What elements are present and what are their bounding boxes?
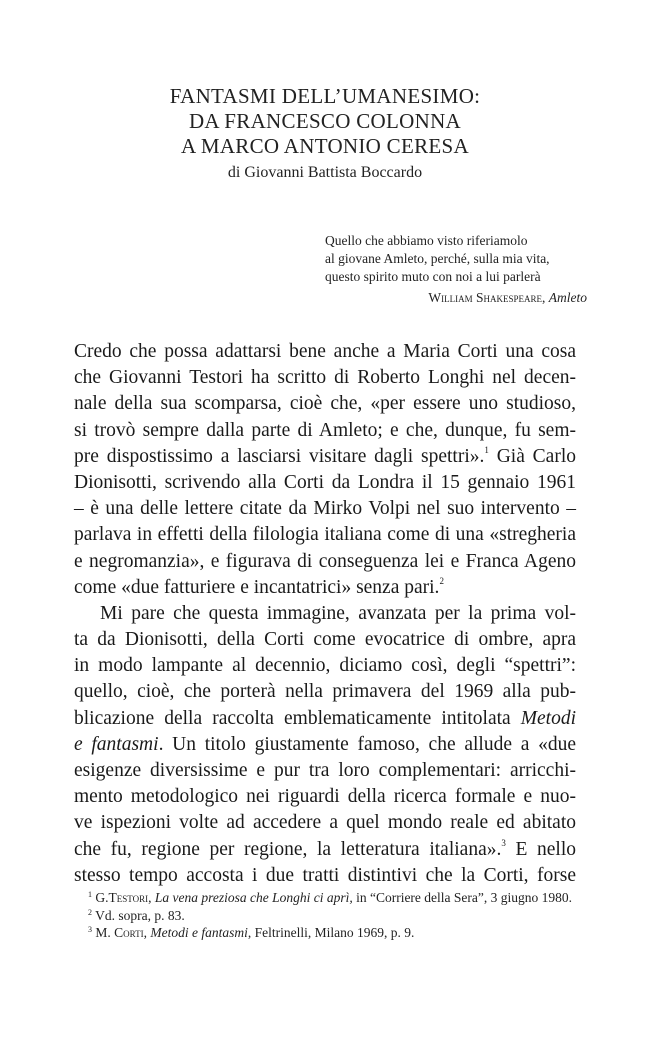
footnote-number: 3 — [88, 925, 92, 934]
body-text-run: Già Carlo — [488, 445, 576, 467]
body-text-run: pre dispostissimo a lasciarsi visitare dagli spettri». — [74, 445, 485, 467]
epigraph-line-2: al giovane Amleto, perché, sulla mia vita, — [325, 251, 550, 266]
body-line — [74, 706, 576, 732]
body-italic-run: Metodi — [520, 707, 576, 729]
body-line: si trovò sempre dalla parte di Amleto; e che, dunque, fu sem- — [74, 419, 576, 441]
footnote-author: G.Testori — [95, 890, 149, 905]
footnote-author: M. Corti — [95, 925, 144, 940]
body-line: ve ispezioni volte ad accedere a quel mondo reale ed abitato — [74, 812, 576, 834]
body-line: Mi pare che questa immagine, avanzata per la prima vol- — [100, 602, 576, 624]
body-line — [74, 575, 576, 601]
body-line — [74, 444, 576, 470]
footnote-ref-1[interactable]: 1 — [484, 444, 489, 455]
footnote-1: $^1$ G.Testori, La vena preziosa che Longhi ci aprì, in “Corriere della Sera”, 3 giugno 1980. — [88, 890, 573, 905]
body-line: parlava in effetti della filologia italiana come di una «stregheria — [74, 524, 576, 546]
footnote-number: 1 — [88, 890, 92, 899]
epigraph — [325, 232, 587, 307]
body-line: che Giovanni Testori ha scritto di Roberto Longhi nel decen- — [74, 367, 576, 389]
chapter-title-block — [0, 84, 650, 184]
footnote-text: in “Corriere della Sera”, 3 giugno 1980. — [352, 890, 573, 905]
epigraph-author: William Shakespeare — [428, 290, 542, 305]
footnote-ref-3[interactable]: 3 — [501, 837, 506, 848]
body-line: – è una delle lettere citate da Mirko Volpi nel suo intervento – — [74, 498, 576, 520]
footnote-2 — [74, 907, 576, 925]
footnote-text: , Feltrinelli, Milano 1969, p. 9. — [247, 925, 415, 940]
body-line: ta da Dionisotti, della Corti come evocatrice di ombre, apra — [74, 629, 576, 651]
body-text — [74, 339, 576, 889]
body-text-run: che fu, regione per regione, la letteratura italiana». — [74, 838, 502, 860]
epigraph-line-1: Quello che abbiamo visto riferiamolo — [325, 233, 528, 248]
body-line: esigenze diversissime e pur tra loro complementari: arricchi- — [74, 760, 576, 781]
body-line: Credo che possa adattarsi bene anche a Maria Corti una cosa — [74, 341, 576, 362]
body-line: mento metodologico nei riguardi della ricerca formale e nuo- — [74, 786, 576, 808]
epigraph-attribution: William Shakespeare, Amleto — [428, 290, 587, 305]
epigraph-work: Amleto — [548, 290, 587, 305]
footnotes — [74, 889, 576, 942]
epigraph-line-3: questo spirito muto con noi a lui parlerà — [325, 269, 541, 284]
body-line: Dionisotti, scrivendo alla Corti da Londra il 15 gennaio 1961 — [74, 471, 576, 493]
footnote-title: Metodi e fantasmi — [150, 925, 248, 940]
body-text-run: come «due fatturiere e incantatrici» senza pari. — [74, 576, 440, 598]
body-text-run: . Un titolo giustamente famoso, che allude a «due — [158, 733, 576, 755]
chapter-author: di Giovanni Battista Boccardo — [227, 164, 423, 181]
body-line — [74, 837, 576, 863]
footnote-separator: , — [143, 925, 151, 940]
body-line — [74, 732, 576, 758]
chapter-title-line-2: DA FRANCESCO COLONNA — [188, 109, 462, 133]
body-line: stesso tempo accosta i due tratti distintivi che la Corti, forse — [74, 864, 576, 886]
body-italic-run: e fantasmi — [74, 733, 159, 755]
body-text-run: E nello — [505, 838, 577, 860]
chapter-title-line-3: A MARCO ANTONIO CERESA — [181, 134, 469, 158]
body-text-run: blicazione della raccolta emblematicamente intitolata — [74, 707, 521, 729]
footnote-number: 2 — [88, 907, 92, 917]
body-line: in modo lampante al decennio, diciamo così, degli “spettri”: — [74, 655, 576, 677]
footnote-ref-2[interactable]: 2 — [439, 575, 444, 586]
footnote-3 — [74, 924, 576, 942]
footnote-title: La vena preziosa che Longhi ci aprì, — [154, 890, 353, 905]
body-line: e negromanzia», e figurava di conseguenza lei e Franca Ageno — [74, 550, 576, 572]
body-line: nale della sua scomparsa, cioè che, «per essere uno studioso, — [74, 393, 576, 415]
footnote-text: Vd. sopra, p. 83. — [95, 907, 185, 923]
body-line: quello, cioè, che porterà nella primavera del 1969 alla pub- — [74, 681, 576, 703]
chapter-title-line-1: FANTASMI DELL’UMANESIMO: — [169, 84, 481, 108]
